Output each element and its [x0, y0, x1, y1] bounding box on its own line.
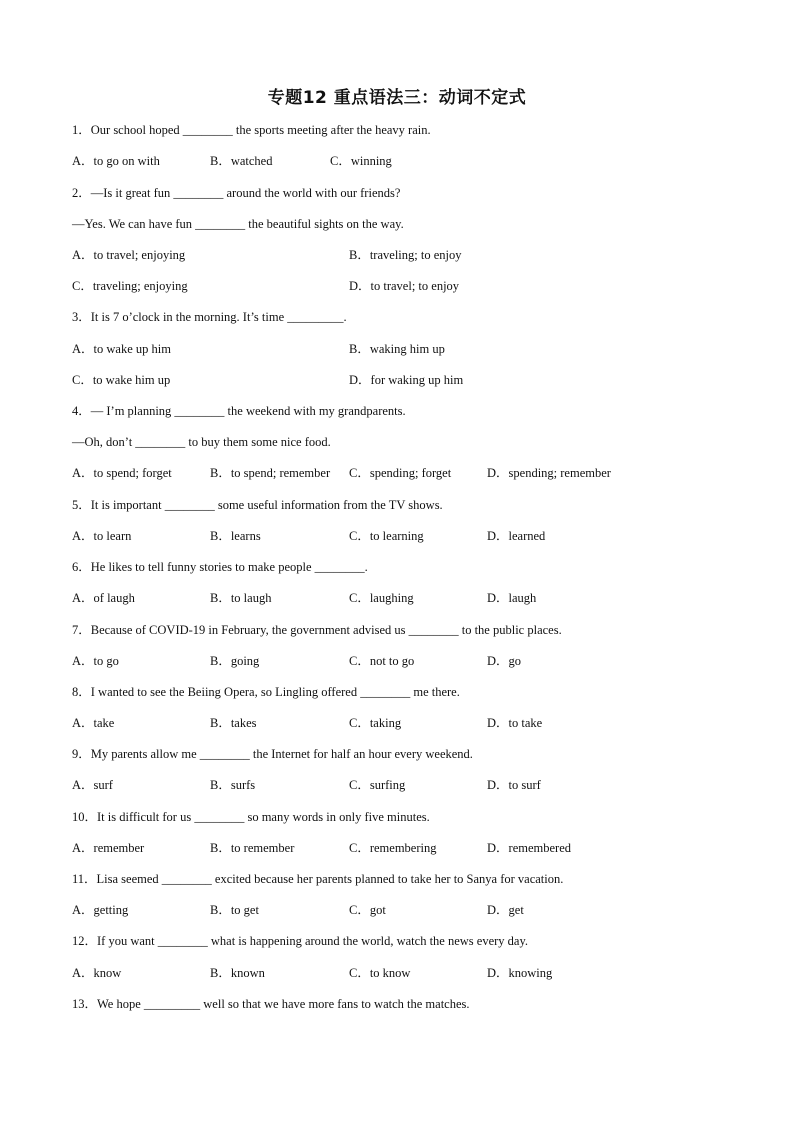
- question-10-option-a: A．remember: [72, 841, 145, 855]
- question-11-stem: 11．Lisa seemed ________ excited because her parents planned to take her to Sanya for vacation.: [72, 872, 564, 886]
- question-1-stem: 1．Our school hoped ________ the sports meeting after the heavy rain.: [72, 123, 431, 137]
- question-8-option-d: D．to take: [487, 716, 543, 730]
- question-1-option-c: C．winning: [330, 154, 392, 168]
- question-5-stem: 5．It is important ________ some useful information from the TV shows.: [72, 498, 443, 512]
- question-8-option-b: B．takes: [210, 716, 257, 730]
- question-9-stem: 9．My parents allow me ________ the Internet for half an hour every weekend.: [72, 747, 473, 761]
- question-11-option-c: C．got: [349, 903, 386, 917]
- question-12-option-a: A．know: [72, 966, 122, 980]
- page-title: 专题12 重点语法三：动词不定式: [267, 88, 527, 108]
- question-12-option-c: C．to know: [349, 966, 411, 980]
- question-1-option-b: B．watched: [210, 154, 273, 168]
- question-10-option-b: B．to remember: [210, 841, 295, 855]
- question-4-option-b: B．to spend; remember: [210, 466, 331, 480]
- question-7-option-a: A．to go: [72, 654, 119, 668]
- question-8-stem: 8．I wanted to see the Beiing Opera, so Lingling offered ________ me there.: [72, 685, 460, 699]
- question-12-stem: 12．If you want ________ what is happening around the world, watch the news every day.: [72, 934, 529, 948]
- question-13-stem: 13．We hope _________ well so that we have more fans to watch the matches.: [72, 997, 470, 1011]
- question-7-option-d: D．go: [487, 654, 522, 668]
- question-11-option-d: D．get: [487, 903, 524, 917]
- question-12-option-d: D．knowing: [487, 966, 553, 980]
- question-3-option-d: D．for waking up him: [349, 373, 464, 387]
- question-2-option-d: D．to travel; to enjoy: [349, 279, 460, 293]
- question-7-option-b: B．going: [210, 654, 260, 668]
- question-3-option-c: C．to wake him up: [72, 373, 171, 387]
- question-4-option-d: D．spending; remember: [487, 466, 611, 480]
- question-10-stem: 10．It is difficult for us ________ so many words in only five minutes.: [72, 810, 430, 824]
- question-2-option-b: B．traveling; to enjoy: [349, 248, 462, 262]
- question-2-stem-line-2: —Yes. We can have fun ________ the beautiful sights on the way.: [72, 217, 404, 231]
- question-6-option-d: D．laugh: [487, 591, 537, 605]
- question-10-option-d: D．remembered: [487, 841, 571, 855]
- question-3-option-b: B．waking him up: [349, 342, 445, 356]
- question-10-option-c: C．remembering: [349, 841, 437, 855]
- question-5-option-c: C．to learning: [349, 529, 424, 543]
- question-6-stem: 6．He likes to tell funny stories to make people ________.: [72, 560, 368, 574]
- question-9-option-c: C．surfing: [349, 778, 406, 792]
- question-8-option-c: C．taking: [349, 716, 402, 730]
- question-4-stem: 4．— I’m planning ________ the weekend with my grandparents.: [72, 404, 406, 418]
- question-6-option-c: C．laughing: [349, 591, 414, 605]
- question-2-option-c: C．traveling; enjoying: [72, 279, 188, 293]
- question-9-option-a: A．surf: [72, 778, 113, 792]
- question-4-stem-line-2: —Oh, don’t ________ to buy them some nice food.: [72, 435, 331, 449]
- question-2-option-a: A．to travel; enjoying: [72, 248, 186, 262]
- question-11-option-b: B．to get: [210, 903, 259, 917]
- question-9-option-b: B．surfs: [210, 778, 256, 792]
- question-7-option-c: C．not to go: [349, 654, 415, 668]
- question-4-option-a: A．to spend; forget: [72, 466, 172, 480]
- question-5-option-a: A．to learn: [72, 529, 132, 543]
- question-1-option-a: A．to go on with: [72, 154, 160, 168]
- question-3-stem: 3．It is 7 o’clock in the morning. It’s time _________.: [72, 310, 347, 324]
- question-8-option-a: A．take: [72, 716, 115, 730]
- question-2-stem: 2．—Is it great fun ________ around the world with our friends?: [72, 186, 401, 200]
- question-6-option-a: A．of laugh: [72, 591, 135, 605]
- question-5-option-d: D．learned: [487, 529, 546, 543]
- question-12-option-b: B．known: [210, 966, 265, 980]
- question-7-stem: 7．Because of COVID-19 in February, the government advised us ________ to the public places.: [72, 623, 562, 637]
- question-6-option-b: B．to laugh: [210, 591, 272, 605]
- question-4-option-c: C．spending; forget: [349, 466, 452, 480]
- question-9-option-d: D．to surf: [487, 778, 541, 792]
- question-5-option-b: B．learns: [210, 529, 261, 543]
- question-11-option-a: A．getting: [72, 903, 129, 917]
- question-3-option-a: A．to wake up him: [72, 342, 171, 356]
